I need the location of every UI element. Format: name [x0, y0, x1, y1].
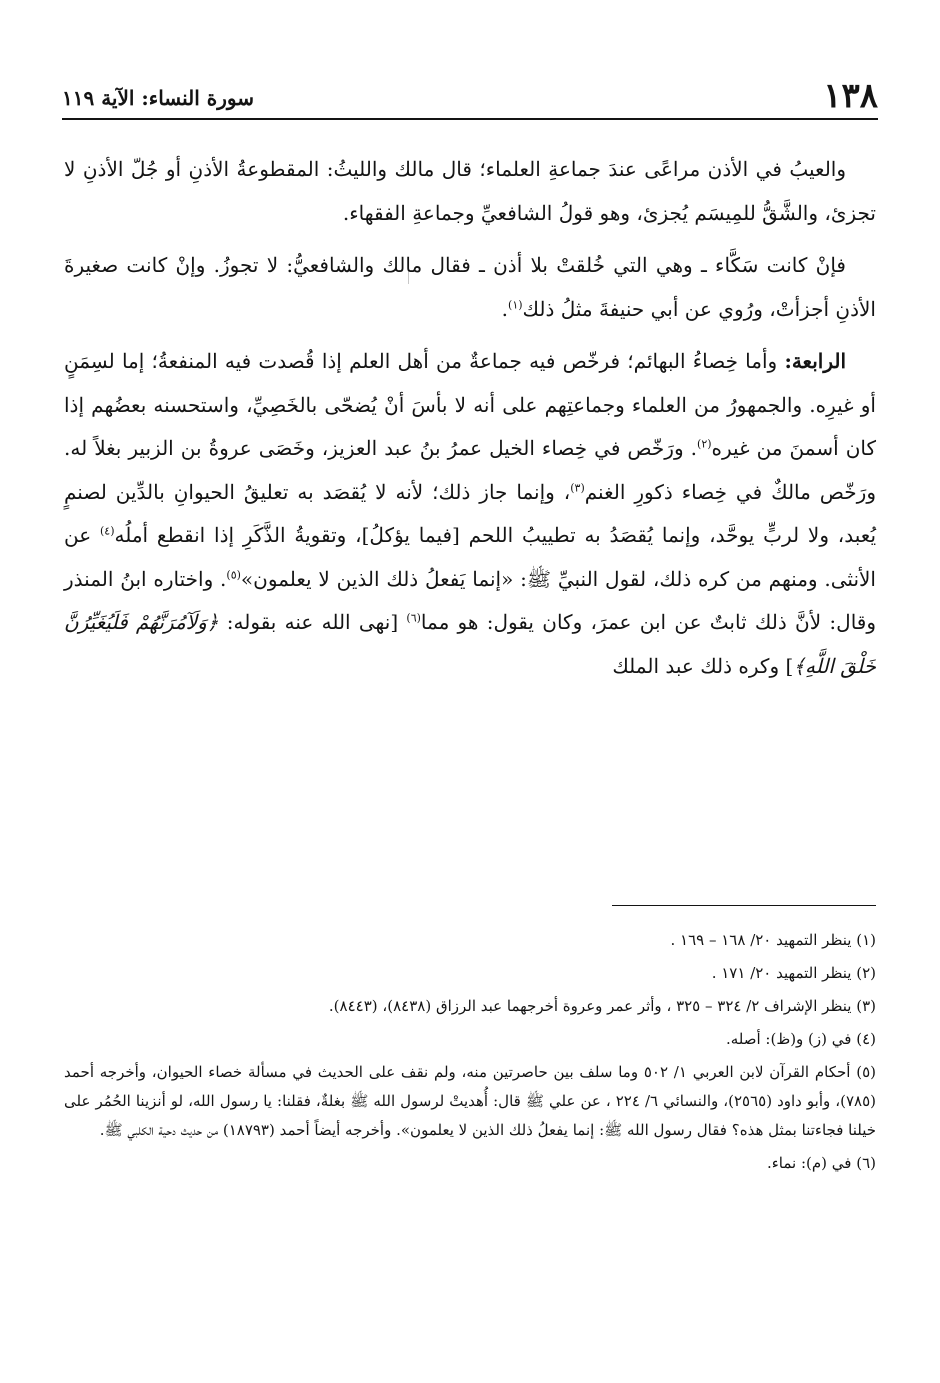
running-title: سورة النساء: الآية ١١٩ [62, 86, 255, 110]
paragraph-2-text: فإنْ كانت سَكَّاء ـ وهي التي خُلقتْ بلا أذن ـ فقال مالك والشافعيُّ: لا تجوزُ. وإنْ كانت صغيرةَ الأذنِ أجزأتْ، ورُوي عن أبي حنيفةَ مثلُ ذلك [64, 253, 876, 321]
page-header [62, 70, 878, 120]
footnote-6: (٦) في (م): نماء. [766, 1154, 876, 1172]
paragraph-3-part-g: ] وكره ذلك عبد الملك [612, 653, 794, 678]
footnote-4: (٤) في (ز) و(ظ): أصله. [725, 1030, 876, 1048]
paragraph-3-part-d: عن الأنثى. ومنهم من كره ذلك، لقول النبيِّ ﷺ: «إنما يَفعلُ ذلك الذين لا يعلمون» [64, 523, 876, 591]
footnote-ref-4: (٤) [99, 524, 115, 538]
paragraph-2-end: . [501, 296, 509, 321]
footnotes [64, 926, 876, 1182]
quran-verse: ﴿وَلَآمُرَنَّهُمْ فَلَيُغَيِّرُنَّ خَلْقَ اللَّهِ﴾ [64, 610, 876, 678]
footnote-ref-1: (١) [508, 297, 523, 311]
footnote-ref-6: (٦) [406, 611, 421, 625]
main-text [64, 148, 876, 697]
paragraph-2 [64, 244, 876, 331]
paragraph-3-part-f: [نهى الله عنه بقوله: [218, 610, 407, 634]
paragraph-3-part-c: ، وإنما جاز ذلك؛ لأنه لا يُقصَد به تعليقُ الحيوانِ بالدِّين لصنمٍ يُعبد، ولا لربٍّ يوحَّد، وإنما يُقصَدُ به تطييبُ اللحم [فيما يؤكلُ]، وتقويةُ الذَّكَرِ إذا انقطع أملُه [64, 479, 877, 547]
paragraph-1: والعيبُ في الأذن مراعًى عندَ جماعةِ العلماء؛ قال مالك والليثُ: المقطوعةُ الأذنِ أو جُلّ الأذنِ لا تجزئ، والشَّقُّ للمِيسَم يُجزئ، وهو قولُ الشافعيِّ وجماعةِ الفقهاء. [64, 157, 876, 225]
footnote-2: (٢) ينظر التمهيد ٢٠/ ١٧١ . [711, 964, 876, 982]
footnote-divider [612, 905, 876, 906]
section-label: الرابعة: [784, 349, 846, 373]
paragraph-3-part-e: . واختاره ابنُ المنذر وقال: لأنَّ ذلك ثابتٌ عن ابن عمرَ، وكان يقول: هو مما [64, 566, 876, 634]
footnote-ref-2: (٢) [697, 437, 712, 451]
paragraph-3 [64, 340, 876, 688]
footnote-ref-5: (٥) [226, 567, 241, 581]
footnote-1: (١) ينظر التمهيد ٢٠/ ١٦٨ – ١٦٩ . [670, 931, 876, 949]
footnote-ref-3: (٣) [570, 480, 585, 494]
paragraph-3-part-a: وأما خِصاءُ البهائم؛ فرخّص فيه جماعةٌ من أهل العلم إذا قُصدت فيه المنفعةُ؛ إما لسِمَنٍ أو غيرِه. والجمهورُ من العلماء وجماعتِهم على أنه لا بأسَ أنْ يُضحّى بالخَصِيِّ، واستحسنه بعضُهم إذا كان أسمنَ من غيره [64, 349, 876, 460]
footnote-5: (٥) أحكام القرآن لابن العربي ١/ ٥٠٢ وما سلف بين حاصرتين منه، ولم نقف على الحديث في مسألة خصاء الحيوان، وأخرجه أحمد (٧٨٥)، وأبو داود (٢٥٦٥)، والنسائي ٦/ ٢٢٤ ، عن علي ﷺ قال: أُهديتْ لرسول الله ﷺ بغلةٌ، فقلنا: يا رسول الله، لو أنزينا الحُمُر على خيلنا فجاءتنا بمثل هذه؟ فقال رسول الله ﷺ: إنما يفعلُ ذلك الذين لا يعلمون». وأخرجه أيضاً أحمد (١٨٧٩٣) من حديث دحية الكلبي ﷺ. [64, 1063, 876, 1139]
footnote-3: (٣) ينظر الإشراف ٢/ ٣٢٤ – ٣٢٥ ، وأثر عمر وعروة أخرجهما عبد الرزاق (٨٤٣٨)، (٨٤٤٣). [328, 997, 876, 1015]
page-number: ١٣٨ [823, 76, 878, 116]
paragraph-3-part-b: . ورَخّص في خِصاء الخيل عمرُ بنُ عبد العزيز، وخَصَى عروةُ بن الزبير بغلاً له. ورَخّص مالكٌ في خِصاء ذكورِ الغنم [64, 436, 876, 504]
